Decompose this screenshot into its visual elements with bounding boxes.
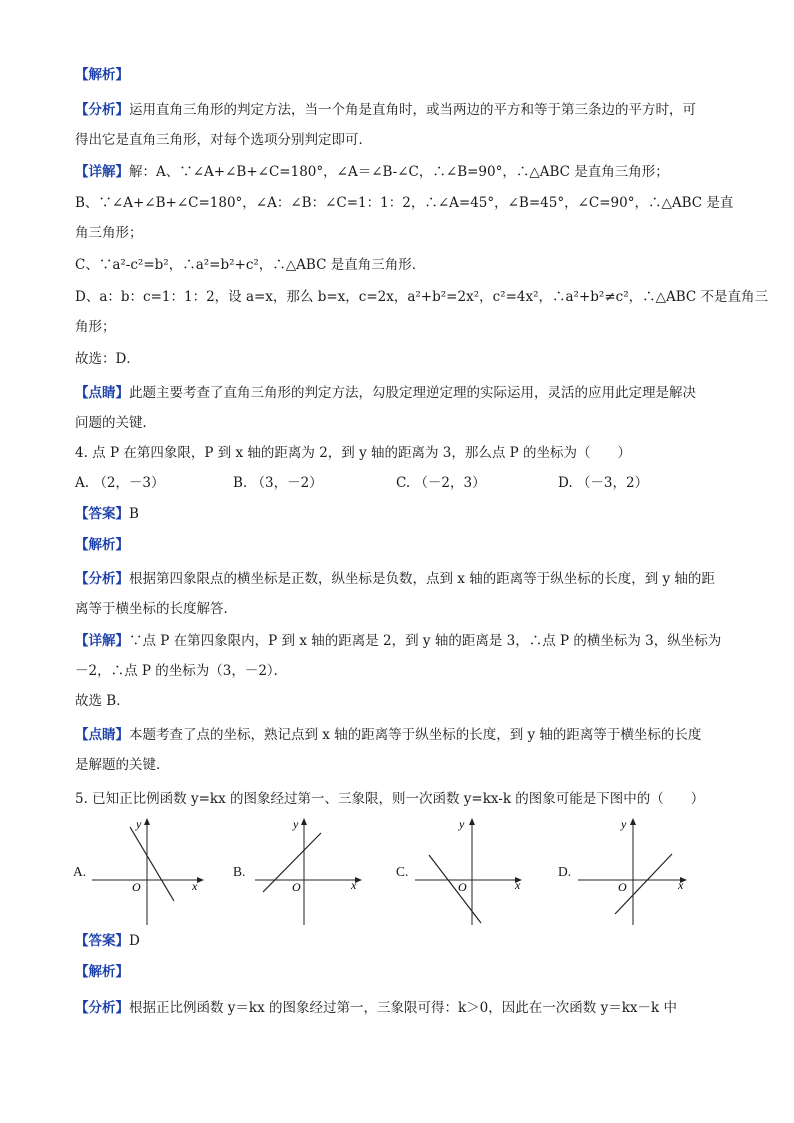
graph-a-y-arrow	[144, 818, 150, 825]
q4-dianjing-line-1: 【点睛】本题考查了点的坐标，熟记点到 x 轴的距离等于纵坐标的长度，到 y 轴的距离等于横坐标的长度	[75, 727, 702, 743]
graph-a-x-label: x	[192, 879, 198, 893]
q4-xiangjie-line-1: 【详解】∵点 P 在第四象限内，P 到 x 轴的距离是 2，到 y 轴的距离是 3，∴点 P 的横坐标为 3，纵坐标为	[75, 633, 722, 649]
graph-d-x-label: x	[678, 878, 684, 892]
graph-c-y-label: y	[459, 817, 465, 831]
graph-c-line	[429, 855, 481, 923]
fenxi-line-2: 得出它是直角三角形，对每个选项分别判定即可．	[75, 132, 372, 148]
graph-b	[255, 817, 373, 925]
graph-b-y-label: y	[293, 817, 299, 831]
xiangjie-line-d: D、a：b：c=1：1：2，设 a=x，那么 b=x，c=2x，a²+b²=2x²，c²=4x²，∴a²+b²≠c²，∴△ABC 不是直角三	[75, 289, 769, 305]
q4-option-d: D. （－3，2）	[558, 475, 649, 491]
q4-option-b: B. （3，－2）	[233, 475, 323, 491]
q4-fenxi-line-1: 【分析】根据第四象限点的横坐标是正数，纵坐标是负数，点到 x 轴的距离等于纵坐标的长度，到 y 轴的距	[75, 571, 715, 587]
xiangjie-line-b2: 角三角形；	[75, 225, 143, 241]
graph-c-x-label: x	[515, 878, 521, 892]
fenxi-line-1: 【分析】运用直角三角形的判定方法，当一个角是直角时，或当两边的平方和等于第三条边的平方时，可	[75, 102, 696, 118]
graph-d	[578, 817, 696, 925]
q4-answer: 【答案】B	[75, 506, 139, 522]
q4-fenxi-line-2: 离等于横坐标的长度解答．	[75, 601, 237, 617]
dianjing-line-2: 问题的关键．	[75, 415, 156, 431]
question-4: 4. 点 P 在第四象限，P 到 x 轴的距离为 2，到 y 轴的距离为 3，那么点 P 的坐标为（ ）	[75, 445, 632, 461]
graph-d-letter: D.	[558, 864, 572, 879]
xiangjie-line-d2: 角形；	[75, 319, 116, 335]
q5-jiexi-heading: 【解析】	[75, 964, 129, 980]
question-5: 5. 已知正比例函数 y=kx 的图象经过第一、三象限，则一次函数 y=kx-k 的图象可能是下图中的（ ）	[75, 791, 705, 807]
graph-a-y-label: y	[136, 817, 142, 831]
q4-jiexi-heading: 【解析】	[75, 537, 129, 553]
graph-d-y-arrow	[630, 818, 636, 825]
q4-guxuan-line: 故选 B．	[75, 693, 130, 709]
graph-c-letter: C.	[396, 864, 409, 879]
q5-answer: 【答案】D	[75, 933, 140, 949]
q5-fenxi-line-1: 【分析】根据正比例函数 y＝kx 的图象经过第一，三象限可得：k＞0，因此在一次函数 y＝kx－k 中	[75, 1000, 677, 1016]
graph-b-origin-label: O	[292, 880, 301, 894]
q4-option-c: C. （－2，3）	[396, 475, 486, 491]
graph-c-origin-label: O	[458, 880, 467, 894]
graph-c	[415, 817, 533, 925]
graph-d-y-label: y	[621, 817, 627, 831]
graph-a-letter: A.	[73, 864, 87, 879]
graph-a-x-arrow	[197, 877, 204, 883]
graph-a	[92, 817, 210, 925]
xiangjie-line-b: B、∵∠A+∠B+∠C=180°，∠A：∠B：∠C=1：1：2，∴∠A=45°，∠B=45°，∠C=90°，∴△ABC 是直	[75, 195, 734, 211]
jiexi-heading: 【解析】	[75, 67, 129, 83]
dianjing-line-1: 【点睛】此题主要考查了直角三角形的判定方法，勾股定理逆定理的实际运用，灵活的应用此定理是解决	[75, 385, 696, 401]
graph-b-y-arrow	[301, 818, 307, 825]
q4-dianjing-line-2: 是解题的关键．	[75, 757, 170, 773]
xiangjie-line-c: C、∵a²-c²=b²，∴a²=b²+c²，∴△ABC 是直角三角形．	[75, 257, 426, 273]
graph-b-letter: B.	[233, 864, 246, 879]
q4-option-a: A. （2，－3）	[75, 475, 165, 491]
graph-b-x-label: x	[351, 878, 357, 892]
xiangjie-line-1: 【详解】解：A、∵∠A+∠B+∠C=180°，∠A＝∠B-∠C，∴∠B=90°，∴△ABC 是直角三角形；	[75, 164, 669, 180]
q4-xiangjie-line-2: －2，∴点 P 的坐标为（3，－2）．	[75, 663, 288, 679]
guxuan-line: 故选：D．	[75, 351, 140, 367]
graph-c-y-arrow	[469, 818, 475, 825]
graph-d-origin-label: O	[618, 880, 627, 894]
graph-a-origin-label: O	[132, 880, 141, 894]
